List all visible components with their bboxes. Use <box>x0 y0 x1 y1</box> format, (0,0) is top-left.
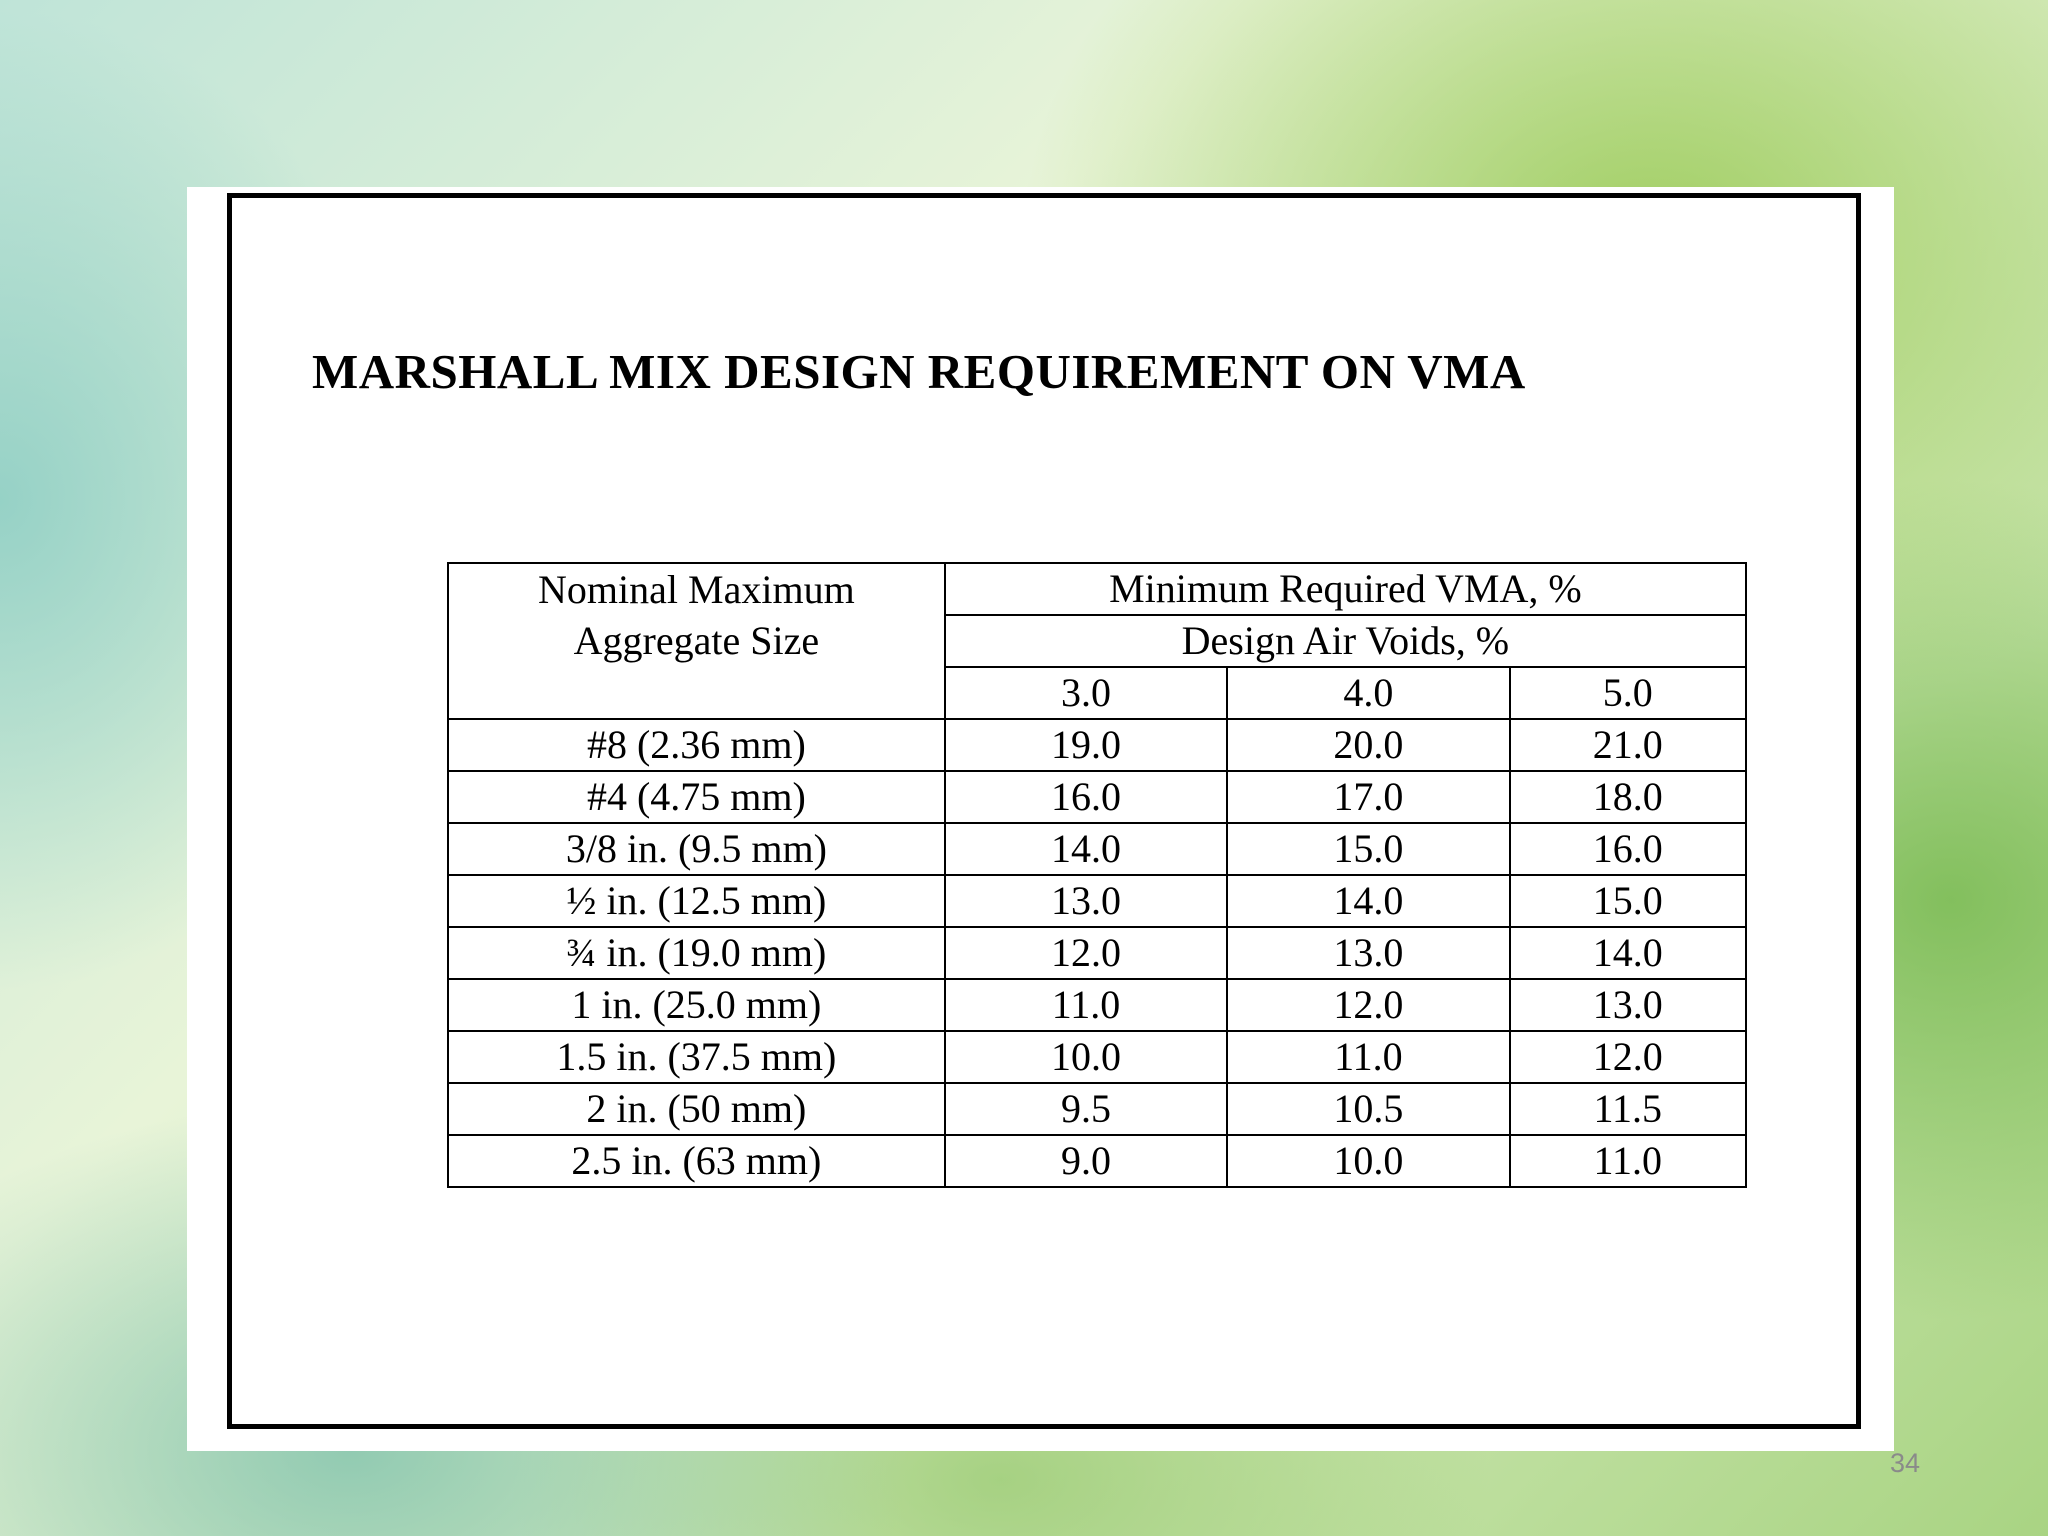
vma-value-cell: 10.5 <box>1227 1083 1509 1135</box>
vma-value-cell: 9.0 <box>945 1135 1227 1187</box>
vma-value-cell: 13.0 <box>945 875 1227 927</box>
vma-value-cell: 12.0 <box>1510 1031 1746 1083</box>
aggregate-size-header <box>448 563 945 719</box>
table-row <box>448 979 1746 1031</box>
vma-value-cell: 11.0 <box>1510 1135 1746 1187</box>
aggregate-size-cell: 1 in. (25.0 mm) <box>448 979 945 1031</box>
vma-value-cell: 14.0 <box>1227 875 1509 927</box>
aggregate-size-cell: ¾ in. (19.0 mm) <box>448 927 945 979</box>
aggregate-size-cell: ½ in. (12.5 mm) <box>448 875 945 927</box>
aggregate-size-cell: 2 in. (50 mm) <box>448 1083 945 1135</box>
aggregate-size-cell: #8 (2.36 mm) <box>448 719 945 771</box>
table-row <box>448 1083 1746 1135</box>
page-number: 34 <box>1890 1448 1921 1478</box>
vma-value-cell: 12.0 <box>945 927 1227 979</box>
slide-content-panel <box>187 187 1894 1451</box>
vma-value-cell: 13.0 <box>1510 979 1746 1031</box>
aggregate-size-cell: 1.5 in. (37.5 mm) <box>448 1031 945 1083</box>
vma-requirement-table <box>447 562 1747 1188</box>
document-frame <box>227 193 1861 1429</box>
table-row <box>448 1135 1746 1187</box>
aggregate-size-cell: 2.5 in. (63 mm) <box>448 1135 945 1187</box>
vma-value-cell: 14.0 <box>1510 927 1746 979</box>
vma-value-cell: 11.0 <box>1227 1031 1509 1083</box>
vma-value-cell: 16.0 <box>1510 823 1746 875</box>
vma-value-cell: 14.0 <box>945 823 1227 875</box>
air-void-level: 5.0 <box>1510 667 1746 719</box>
table-row <box>448 823 1746 875</box>
vma-value-cell: 11.0 <box>945 979 1227 1031</box>
vma-value-cell: 10.0 <box>1227 1135 1509 1187</box>
vma-value-cell: 11.5 <box>1510 1083 1746 1135</box>
vma-value-cell: 19.0 <box>945 719 1227 771</box>
table-row <box>448 771 1746 823</box>
vma-value-cell: 16.0 <box>945 771 1227 823</box>
aggregate-size-cell: 3/8 in. (9.5 mm) <box>448 823 945 875</box>
aggregate-size-cell: #4 (4.75 mm) <box>448 771 945 823</box>
table-row <box>448 875 1746 927</box>
air-void-level: 4.0 <box>1227 667 1509 719</box>
table-row <box>448 1031 1746 1083</box>
page-title: MARSHALL MIX DESIGN REQUIREMENT ON VMA <box>312 344 1526 399</box>
vma-value-cell: 9.5 <box>945 1083 1227 1135</box>
vma-header: Minimum Required VMA, % <box>945 563 1746 615</box>
vma-value-cell: 17.0 <box>1227 771 1509 823</box>
vma-value-cell: 13.0 <box>1227 927 1509 979</box>
vma-value-cell: 10.0 <box>945 1031 1227 1083</box>
aggregate-size-header-line2: Aggregate Size <box>573 618 820 663</box>
vma-value-cell: 15.0 <box>1510 875 1746 927</box>
vma-value-cell: 15.0 <box>1227 823 1509 875</box>
table-row <box>448 927 1746 979</box>
vma-value-cell: 12.0 <box>1227 979 1509 1031</box>
vma-value-cell: 18.0 <box>1510 771 1746 823</box>
air-void-level: 3.0 <box>945 667 1227 719</box>
vma-value-cell: 20.0 <box>1227 719 1509 771</box>
aggregate-size-header-line1: Nominal Maximum <box>538 567 855 612</box>
air-voids-header: Design Air Voids, % <box>945 615 1746 667</box>
vma-value-cell: 21.0 <box>1510 719 1746 771</box>
table-row <box>448 719 1746 771</box>
